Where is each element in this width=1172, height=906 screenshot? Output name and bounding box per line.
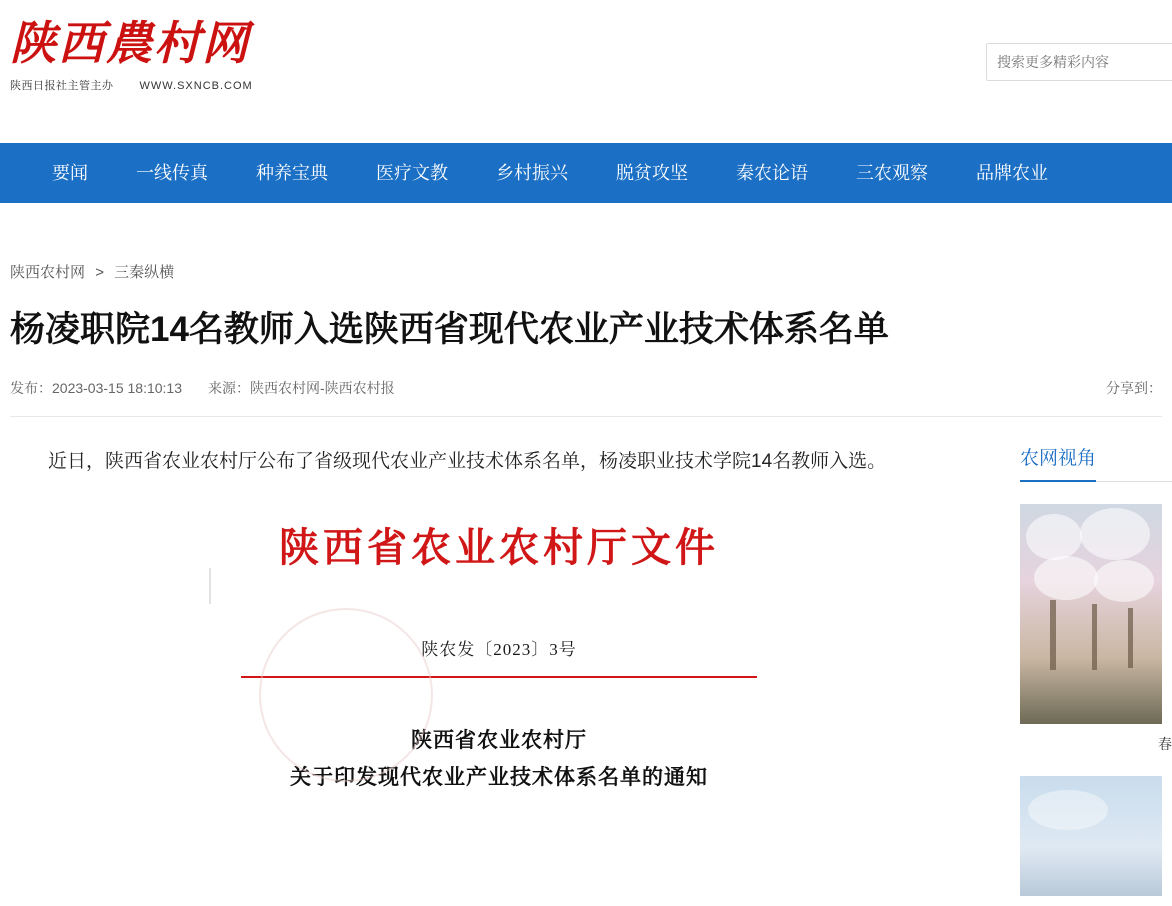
sidebar-thumbnail-2[interactable] [1020, 776, 1162, 896]
article-meta [10, 378, 1162, 398]
nav-item-zhongyangbaodian[interactable]: 种养宝典 [256, 163, 328, 183]
sidebar-card-2[interactable] [1020, 776, 1172, 906]
nav-item-qinnonglunyu[interactable]: 秦农论语 [736, 163, 808, 183]
main-navigation [0, 143, 1172, 203]
source-label: 来源： [208, 379, 250, 396]
page-content [0, 261, 1172, 906]
nav-item-tuopingongjian[interactable]: 脱贫攻坚 [616, 163, 688, 183]
article-body [10, 443, 1010, 795]
nav-item-pinpainongye[interactable]: 品牌农业 [976, 163, 1048, 183]
sidebar [1020, 443, 1172, 906]
breadcrumb-current[interactable]: 三秦纵横 [114, 264, 175, 281]
document-scan-image [219, 516, 779, 795]
breadcrumb [10, 261, 1162, 282]
search-input[interactable] [986, 43, 1172, 81]
publish-label: 发布： [10, 379, 52, 396]
logo-sponsor-text: 陕西日报社主管主办 [10, 79, 114, 92]
share-label: 分享到： [1106, 379, 1162, 396]
document-number: 陕农发〔2023〕3号 [421, 639, 577, 659]
nav-item-sannongguancha[interactable]: 三农观察 [856, 163, 928, 183]
site-header [0, 0, 1172, 143]
nav-item-yiliaowenjiao[interactable]: 医疗文教 [376, 163, 448, 183]
publish-info [10, 378, 182, 398]
search-box[interactable] [986, 43, 1172, 81]
nav-item-yaowen[interactable]: 要闻 [52, 163, 88, 183]
sidebar-thumbnail-1[interactable] [1020, 504, 1162, 724]
article-layout [10, 443, 1172, 906]
document-heading-line1: 陕西省农业农村厅 [411, 727, 587, 752]
breadcrumb-home[interactable]: 陕西农村网 [10, 264, 86, 281]
breadcrumb-separator: > [95, 264, 104, 281]
logo-url-text: WWW.SXNCB.COM [139, 79, 253, 92]
sidebar-caption-1: 春 [1158, 735, 1172, 752]
source-info [208, 378, 395, 398]
document-scan-edge [209, 568, 211, 604]
official-seal-icon [259, 608, 433, 782]
document-title: 陕西省农业农村厅文件 [279, 524, 719, 570]
sidebar-heading: 农网视角 [1020, 443, 1096, 482]
site-logo[interactable] [10, 18, 270, 93]
publish-time: 2023-03-15 18:10:13 [52, 379, 182, 396]
meta-divider [10, 416, 1162, 417]
nav-item-yixianchuanzhen[interactable]: 一线传真 [136, 163, 208, 183]
site-logo-subtitle [10, 77, 270, 93]
document-heading-line2: 关于印发现代农业产业技术体系名单的通知 [290, 765, 708, 790]
site-logo-text: 陕西農村网 [10, 18, 250, 69]
source-name: 陕西农村网-陕西农村报 [250, 379, 395, 396]
nav-item-xiangcunzhenxing[interactable]: 乡村振兴 [496, 163, 568, 183]
sidebar-card-1[interactable] [1020, 504, 1172, 754]
article-paragraph: 近日，陕西省农业农村厅公布了省级现代农业产业技术体系名单，杨凌职业技术学院14名教师入选。 [48, 450, 887, 472]
page-title: 杨凌职院14名教师入选陕西省现代农业产业技术体系名单 [10, 310, 889, 349]
